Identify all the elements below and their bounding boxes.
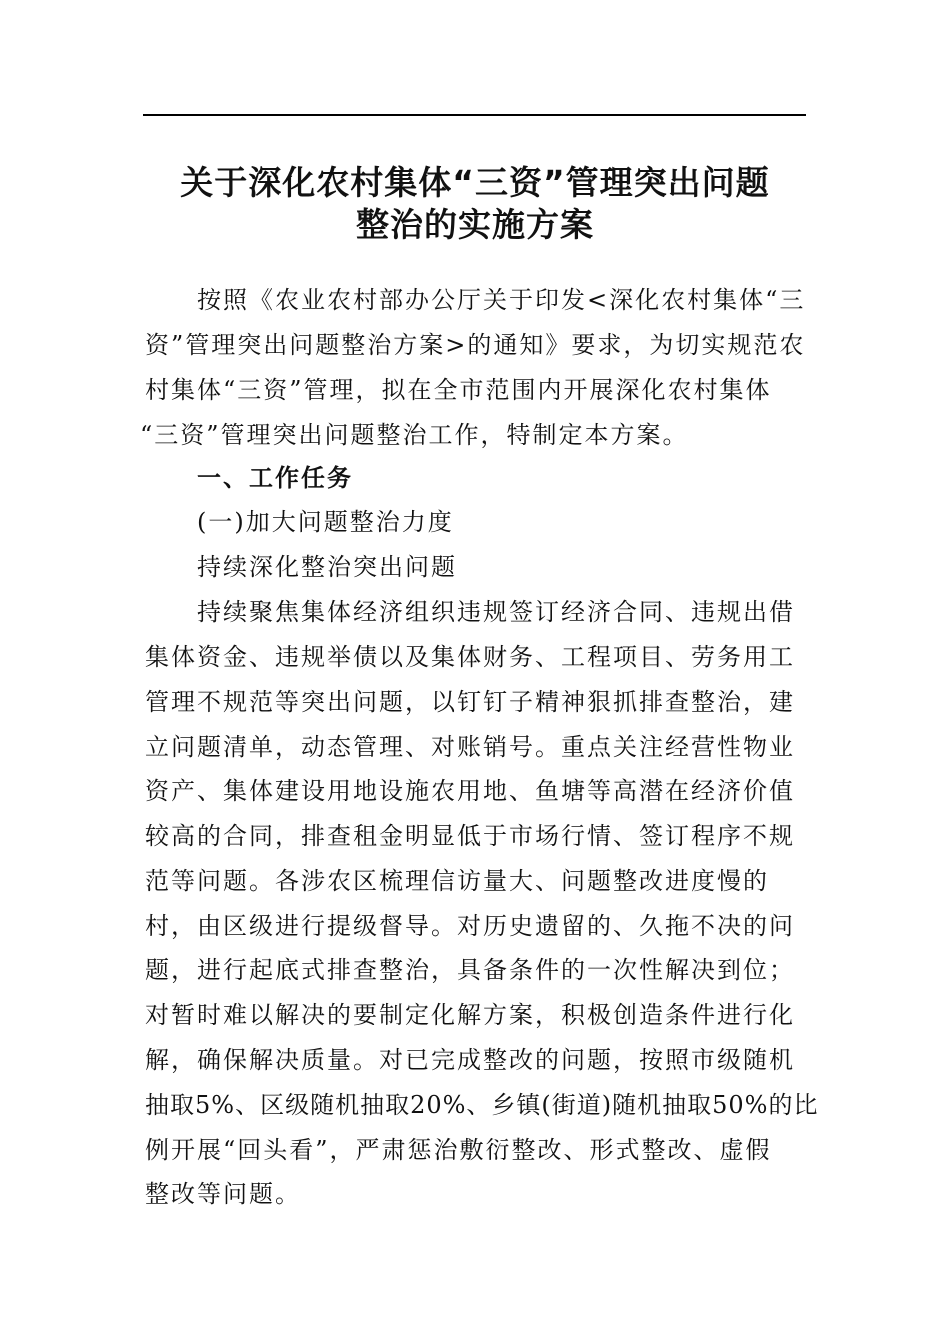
intro-line: 资”管理突出问题整治方案>的通知》要求，为切实规范农 <box>145 331 806 359</box>
body-line: 例开展“回头看”，严肃惩治敷衍整改、形式整改、虚假 <box>145 1136 772 1164</box>
body-line: 集体资金、违规举债以及集体财务、工程项目、劳务用工 <box>145 643 795 671</box>
subsection-heading: (一)加大问题整治力度 <box>197 508 454 536</box>
body-line: 解，确保解决质量。对已完成整改的问题，按照市级随机 <box>145 1046 795 1074</box>
intro-line: 按照《农业农村部办公厅关于印发<深化农村集体“三 <box>197 286 806 314</box>
body-line: 管理不规范等突出问题，以钉钉子精神狠抓排查整治，建 <box>145 688 795 716</box>
body-line: 立问题清单，动态管理、对账销号。重点关注经营性物业 <box>145 733 795 761</box>
body-line: 较高的合同，排查租金明显低于市场行情、签订程序不规 <box>145 822 795 850</box>
body-line: 持续聚焦集体经济组织违规签订经济合同、违规出借 <box>197 598 795 626</box>
body-line: 抽取5%、区级随机抽取20%、乡镇(街道)随机抽取50%的比 <box>145 1091 819 1119</box>
body-line: 范等问题。各涉农区梳理信访量大、问题整改进度慢的 <box>145 867 769 895</box>
header-rule <box>143 114 806 116</box>
body-line: 题，进行起底式排查整治，具备条件的一次性解决到位； <box>145 956 795 984</box>
body-line: 整改等问题。 <box>145 1180 301 1208</box>
body-line: 村，由区级进行提级督导。对历史遗留的、久拖不决的问 <box>145 912 795 940</box>
intro-line: 村集体“三资”管理，拟在全市范围内开展深化农村集体 <box>145 376 772 404</box>
document-title-line-1: 关于深化农村集体“三资”管理突出问题 <box>180 163 770 202</box>
intro-line: “三资”管理突出问题整治工作，特制定本方案。 <box>140 421 689 449</box>
section-heading: 一、工作任务 <box>197 464 353 492</box>
body-line: 对暂时难以解决的要制定化解方案，积极创造条件进行化 <box>145 1001 795 1029</box>
body-line: 资产、集体建设用地设施农用地、鱼塘等高潜在经济价值 <box>145 777 795 805</box>
document-title-line-2: 整治的实施方案 <box>356 205 594 244</box>
item-heading: 持续深化整治突出问题 <box>197 553 457 581</box>
